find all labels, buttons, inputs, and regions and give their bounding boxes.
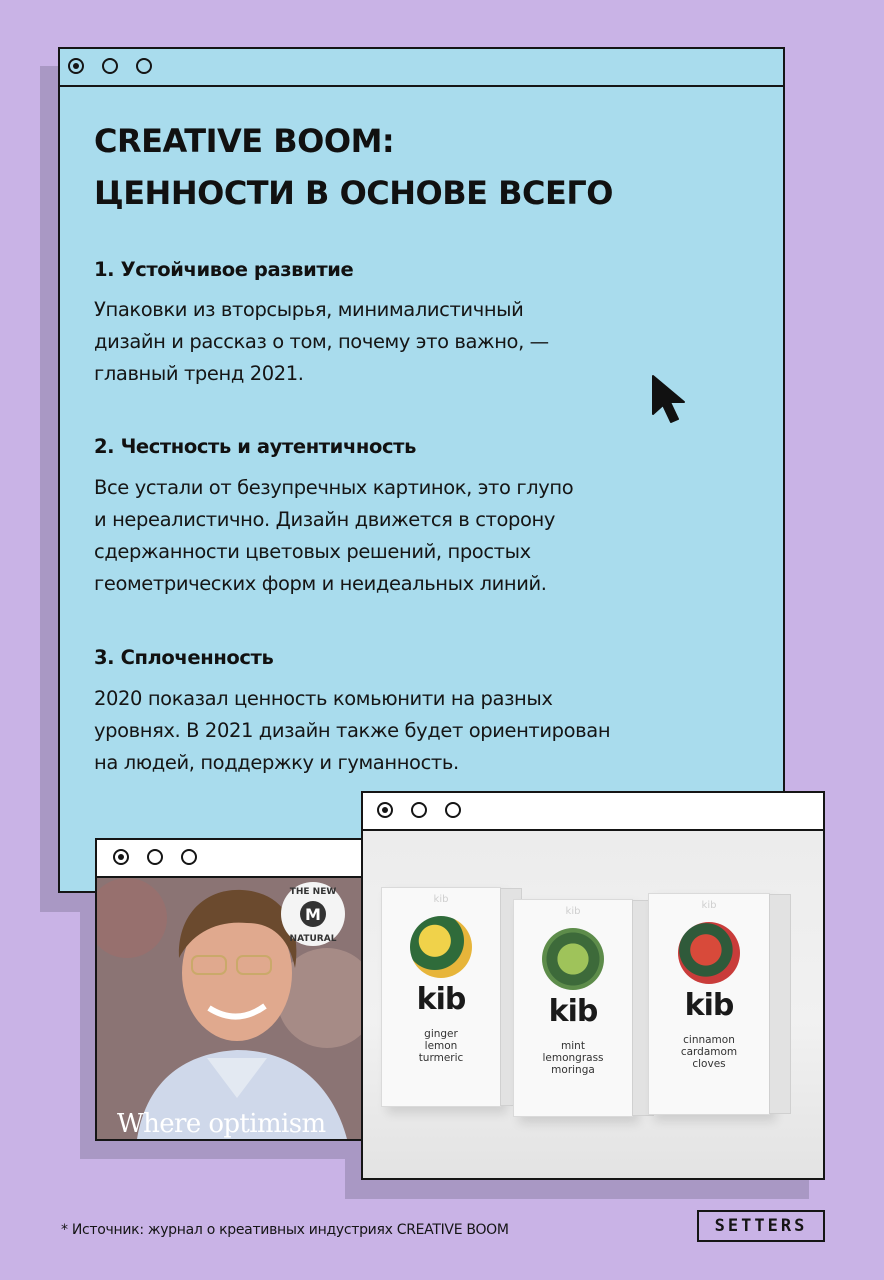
box-flavor: cinnamon cardamom cloves — [680, 1034, 738, 1070]
box-flavor: mint lemongrass moringa — [542, 1040, 604, 1076]
box-brand: kib — [684, 988, 734, 1023]
section-body-honesty — [94, 472, 774, 600]
portrait-photo — [97, 878, 361, 1139]
photo-window — [95, 838, 363, 1141]
window-control-icon[interactable] — [445, 802, 461, 818]
the-new-natural-badge-icon — [279, 880, 347, 948]
box-flavor: ginger lemon turmeric — [418, 1028, 464, 1064]
body-line: на людей, поддержку и гуманность. — [94, 751, 459, 774]
photo-caption: Where optimism — [117, 1109, 326, 1139]
window-control-icon[interactable] — [411, 802, 427, 818]
page-title-line: CREATIVE BOOM: — [94, 122, 395, 160]
box-top-logo: kib — [565, 906, 581, 917]
section-heading-sustainability: 1. Устойчивое развитие — [94, 258, 354, 281]
main-window-titlebar — [60, 49, 783, 87]
window-control-icon[interactable] — [102, 58, 118, 74]
badge-bottom-text: NATURAL — [289, 934, 337, 944]
body-line: Упаковки из вторсырья, минималистичный — [94, 298, 524, 321]
spice-illustration-icon — [678, 922, 740, 984]
window-control-active-icon[interactable] — [377, 802, 393, 818]
section-heading-cohesion: 3. Сплоченность — [94, 646, 274, 669]
tea-window-titlebar — [363, 793, 823, 831]
body-line: Все устали от безупречных картинок, это глупо — [94, 476, 574, 499]
ginger-illustration-icon — [410, 916, 472, 978]
window-control-icon[interactable] — [181, 849, 197, 865]
badge-letter: M — [305, 905, 321, 924]
tea-packaging-photo — [363, 831, 823, 1178]
photo-window-titlebar — [97, 840, 361, 878]
page-title — [94, 115, 613, 219]
section-heading-honesty: 2. Честность и аутентичность — [94, 435, 416, 458]
tea-box-mint — [513, 899, 633, 1117]
body-line: сдержанности цветовых решений, простых — [94, 540, 531, 563]
box-top-logo: kib — [433, 894, 449, 905]
tea-box-cinnamon — [648, 893, 770, 1115]
page-title-line: ЦЕННОСТИ В ОСНОВЕ ВСЕГО — [94, 174, 613, 212]
mint-illustration-icon — [542, 928, 604, 990]
body-line: главный тренд 2021. — [94, 362, 304, 385]
main-window — [58, 47, 785, 893]
window-control-active-icon[interactable] — [68, 58, 84, 74]
body-line: 2020 показал ценность комьюнити на разных — [94, 687, 553, 710]
setters-logo[interactable]: SETTERS — [697, 1210, 825, 1242]
box-brand: kib — [548, 994, 598, 1029]
body-line: дизайн и рассказ о том, почему это важно, — — [94, 330, 549, 353]
badge-top-text: THE NEW — [289, 887, 337, 897]
tea-box-ginger — [381, 887, 501, 1107]
box-brand: kib — [416, 982, 466, 1017]
source-footnote: * Источник: журнал о креативных индустриях CREATIVE BOOM — [61, 1222, 509, 1238]
window-control-icon[interactable] — [136, 58, 152, 74]
window-control-active-icon[interactable] — [113, 849, 129, 865]
body-line: геометрических форм и неидеальных линий. — [94, 572, 547, 595]
body-line: уровнях. В 2021 дизайн также будет ориентирован — [94, 719, 611, 742]
section-body-cohesion — [94, 683, 774, 779]
tea-packaging-window — [361, 791, 825, 1180]
box-top-logo: kib — [701, 900, 717, 911]
window-control-icon[interactable] — [147, 849, 163, 865]
body-line: и нереалистично. Дизайн движется в сторону — [94, 508, 555, 531]
section-body-sustainability — [94, 294, 774, 390]
